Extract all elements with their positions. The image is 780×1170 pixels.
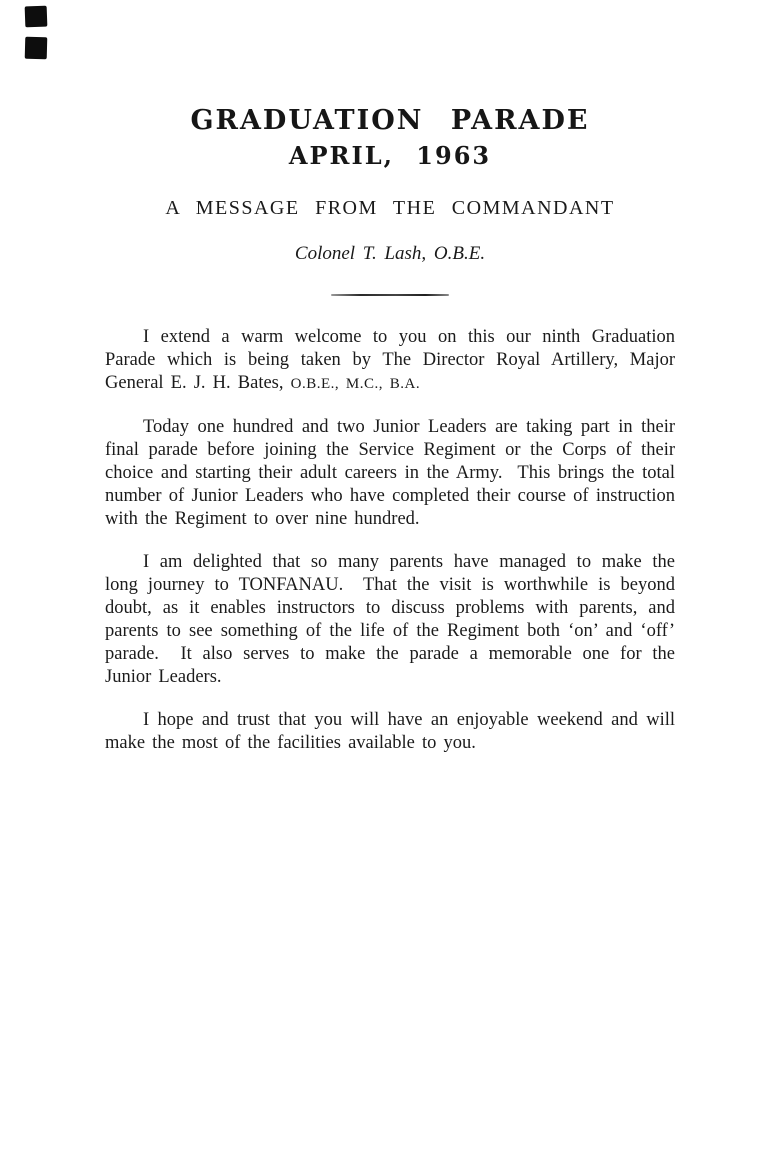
page-content: [105, 0, 675, 775]
paragraph-closing: I hope and trust that you will have an enjoyable weekend and will make the most of the facilities available to you.: [105, 710, 675, 753]
scan-artifact-mark-top: [25, 6, 48, 28]
message-body: [105, 326, 675, 755]
section-heading: A MESSAGE FROM THE COMMANDANT: [165, 197, 615, 219]
author-byline: Colonel T. Lash, O.B.E.: [294, 243, 486, 264]
paragraph-parents: I am delighted that so many parents have managed to make the long journey to TONFANAU. That the visit is worthwhile is beyond doubt, as it enables instructors to discuss problems with parents, and parents to see something of the life of the Regiment both ‘on’ and ‘off’ parade. It also serves to make the parade a memorable one for the Junior Leaders.: [105, 552, 675, 687]
divider-rule: [331, 294, 449, 296]
paragraph-welcome-text: I extend a warm welcome to you on this our ninth Graduation Parade which is being taken by The Director Royal Artillery, Major General E. J. H. Bates,: [105, 327, 675, 393]
date-line: APRIL, 1963: [288, 141, 492, 170]
scan-artifact-mark-bottom: [25, 37, 48, 60]
paragraph-welcome: [105, 326, 675, 396]
paragraph-welcome-honours: O.B.E., M.C., B.A.: [290, 376, 421, 392]
page-title: GRADUATION PARADE: [190, 105, 590, 136]
paragraph-junior-leaders: Today one hundred and two Junior Leaders are taking part in their final parade before joining the Service Regiment or the Corps of their choice and starting their adult careers in the Army. This brings the total number of Junior Leaders who have completed their course of instruction with the Regiment to over nine hundred.: [105, 417, 675, 529]
